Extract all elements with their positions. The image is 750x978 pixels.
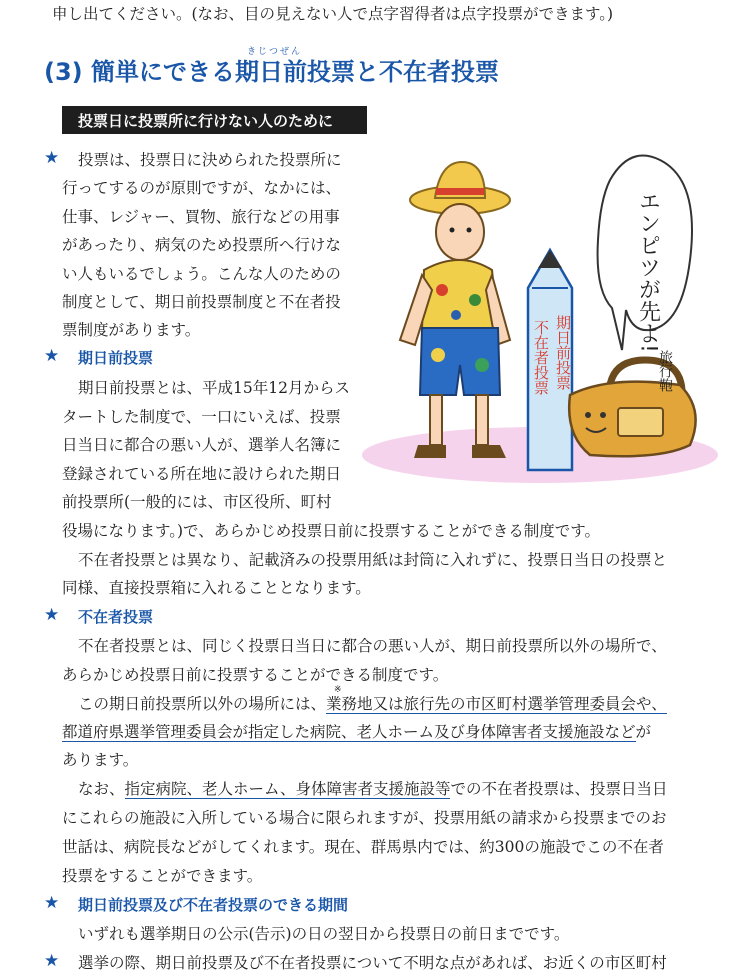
kijitsuzen-para2: 不在者投票とは異なり、記載済みの投票用紙は封筒に入れずに、投票日当日の投票と xyxy=(78,551,668,569)
ruby-annotation: きじつぜん xyxy=(247,47,303,57)
top-line: 申し出てください。(なお、目の見えない人で点字習得者は点字投票ができます。) xyxy=(52,5,614,23)
star-icon: ★ xyxy=(44,951,60,971)
kijitsuzen-line: 前投票所(一般的には、市区役所、町村 xyxy=(62,493,332,511)
note-mark: ※ xyxy=(334,685,342,695)
star-icon: ★ xyxy=(44,605,60,625)
fuzaisha-para3-line1 xyxy=(78,779,668,799)
kijitsuzen-line: 期日前投票とは、平成15年12月からス xyxy=(78,379,350,397)
para2-underline-2: 都道府県選挙管理委員会が指定した病院、老人ホーム及び身体障害者支援施設など xyxy=(62,723,636,741)
para2-ul2-end: が xyxy=(635,723,652,741)
kijitsuzen-line: 役場になります。)で、あらかじめ投票日前に投票することができる制度です。 xyxy=(62,522,601,540)
star-icon: ★ xyxy=(44,346,60,366)
intro-line: い人もいるでしょう。こんな人のための xyxy=(62,265,341,283)
section-title: (3) 簡単にできる期日前投票と不在者投票 xyxy=(44,58,499,86)
intro-line: 票制度があります。 xyxy=(62,321,201,339)
fuzaisha-para2-line1 xyxy=(78,694,667,714)
star-icon: ★ xyxy=(44,148,60,168)
bag xyxy=(569,350,695,456)
last-line: 選挙の際、期日前投票及び不在者投票について不明な点があれば、お近くの市区町村 xyxy=(78,954,667,972)
para3-underline: 指定病院、老人ホーム、身体障害者支援施設等 xyxy=(124,780,451,798)
fuzaisha-heading: 不在者投票 xyxy=(78,608,154,626)
period-heading: 期日前投票及び不在者投票のできる期間 xyxy=(78,896,349,914)
period-text: いずれも選挙期日の公示(告示)の日の翌日から投票日の前日までです。 xyxy=(78,925,570,943)
fuzaisha-para3: 投票をすることができます。 xyxy=(62,867,263,885)
subtitle-text: 投票日に投票所に行けない人のために xyxy=(78,112,334,130)
bubble-text: エンピツが先よ! xyxy=(635,190,661,353)
kijitsuzen-line: 日当日に都合の悪い人が、選挙人名簿に xyxy=(62,436,342,454)
fuzaisha-para1: 不在者投票とは、同じく投票日当日に都合の悪い人が、期日前投票所以外の場所で、 xyxy=(78,637,667,655)
man-figure xyxy=(400,162,510,458)
illustration xyxy=(360,140,730,490)
para3-rest: での不在者投票は、投票日当日 xyxy=(450,780,668,798)
kijitsuzen-line: タートした制度で、一口にいえば、投票 xyxy=(62,408,341,426)
para2-underline-1: 業務地又は旅行先の市区町村選挙管理委員会や、 xyxy=(326,695,667,713)
pencil-text-1: 期日前投票 xyxy=(554,315,572,390)
intro-line: 行ってするのが原則ですが、なかには、 xyxy=(62,179,342,197)
subtitle-bar xyxy=(62,106,367,134)
fuzaisha-para2-end: あります。 xyxy=(62,751,139,769)
para3-start: なお、 xyxy=(78,780,125,798)
kijitsuzen-para2: 同様、直接投票箱に入れることとなります。 xyxy=(62,579,371,597)
intro-line: 制度として、期日前投票制度と不在者投 xyxy=(62,293,341,311)
intro-line: 投票は、投票日に決められた投票所に xyxy=(78,151,342,169)
pencil xyxy=(528,250,572,470)
bag-label: 旅行鞄 xyxy=(657,350,673,392)
fuzaisha-para2-line2 xyxy=(62,722,651,742)
kijitsuzen-heading: 期日前投票 xyxy=(78,349,154,367)
kijitsuzen-line: 登録されている所在地に設けられた期日 xyxy=(62,465,342,483)
para2-start: この期日前投票所以外の場所には、 xyxy=(78,695,327,713)
fuzaisha-para1: あらかじめ投票日前に投票することができる制度です。 xyxy=(62,666,449,684)
pencil-text-2: 不在者投票 xyxy=(532,320,550,395)
intro-line: があったり、病気のため投票所へ行けな xyxy=(62,236,341,254)
fuzaisha-para3: 世話は、病院長などがしてくれます。現在、群馬県内では、約300の施設でこの不在者 xyxy=(62,838,664,856)
intro-line: 仕事、レジャー、買物、旅行などの用事 xyxy=(62,208,340,226)
fuzaisha-para3: にこれらの施設に入所している場合に限られますが、投票用紙の請求から投票までのお xyxy=(62,809,667,827)
star-icon: ★ xyxy=(44,893,60,913)
